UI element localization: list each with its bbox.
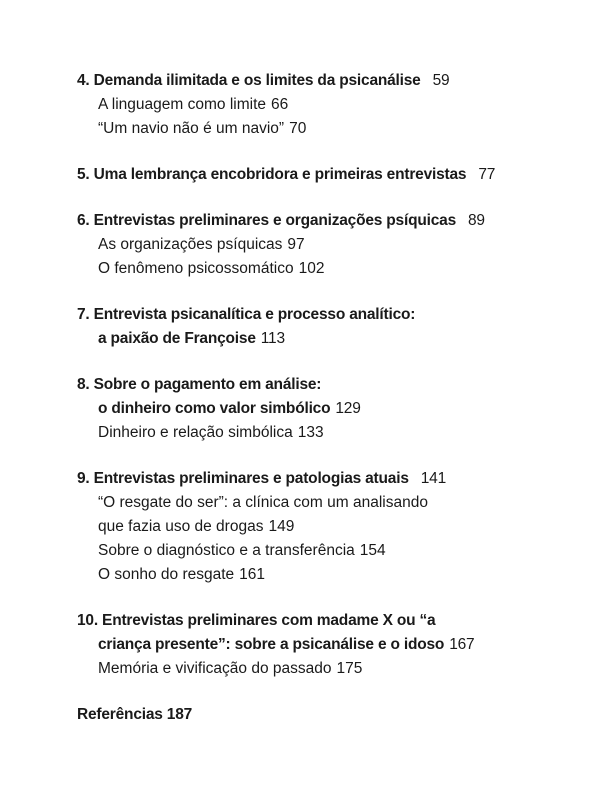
table-of-contents	[77, 69, 577, 749]
page-number: 154	[359, 542, 386, 559]
toc-references	[77, 703, 577, 727]
section-title: As organizações psíquicas	[98, 236, 283, 253]
chapter-title: 10. Entrevistas preliminares com madame X ou “a	[77, 612, 436, 629]
chapter-heading-continuation[interactable]	[77, 397, 577, 421]
section-entry[interactable]	[77, 117, 577, 141]
page-number: 102	[298, 260, 325, 277]
section-entry[interactable]	[77, 93, 577, 117]
section-entry[interactable]	[77, 421, 577, 445]
section-entry[interactable]	[77, 657, 577, 681]
chapter-heading-continuation[interactable]	[77, 327, 577, 351]
toc-chapter-5	[77, 163, 577, 187]
section-entry[interactable]	[77, 233, 577, 257]
section-entry[interactable]	[77, 491, 577, 515]
section-title: O fenômeno psicossomático	[98, 260, 294, 277]
page-number: 175	[336, 660, 363, 677]
section-title-continuation: que fazia uso de drogas	[98, 518, 264, 535]
toc-chapter-4	[77, 69, 577, 141]
chapter-title-continuation: a paixão de Françoise	[98, 330, 256, 347]
references-heading[interactable]	[77, 703, 577, 727]
chapter-title-continuation: criança presente”: sobre a psicanálise e o idoso	[98, 636, 445, 653]
chapter-title: 6. Entrevistas preliminares e organizações psíquicas	[77, 212, 456, 229]
chapter-heading[interactable]	[77, 467, 577, 491]
page-number: 89	[468, 212, 485, 229]
page-number: 70	[289, 120, 307, 137]
section-title: Memória e vivificação do passado	[98, 660, 332, 677]
page-number: 167	[449, 636, 475, 653]
page-number: 77	[478, 166, 496, 183]
section-title: “O resgate do ser”: a clínica com um analisando	[98, 494, 428, 511]
toc-chapter-6	[77, 209, 577, 281]
section-title: Dinheiro e relação simbólica	[98, 424, 293, 441]
page-number: 129	[335, 400, 361, 417]
chapter-heading[interactable]	[77, 373, 577, 397]
page-number: 66	[271, 96, 289, 113]
section-entry[interactable]	[77, 539, 577, 563]
section-entry[interactable]	[77, 563, 577, 587]
chapter-title: 7. Entrevista psicanalítica e processo analítico:	[77, 306, 416, 323]
references-title: Referências	[77, 706, 163, 723]
page-number: 133	[297, 424, 324, 441]
section-title: “Um navio não é um navio”	[98, 120, 285, 137]
page-number: 97	[287, 236, 305, 253]
chapter-heading[interactable]	[77, 209, 577, 233]
chapter-heading[interactable]	[77, 163, 577, 187]
chapter-title: 9. Entrevistas preliminares e patologias atuais	[77, 470, 409, 487]
toc-chapter-7	[77, 303, 577, 351]
page-number: 59	[432, 72, 450, 89]
chapter-title: 4. Demanda ilimitada e os limites da psicanálise	[77, 72, 421, 89]
page-number: 141	[420, 470, 447, 487]
section-title: O sonho do resgate	[98, 566, 235, 583]
chapter-title-continuation: o dinheiro como valor simbólico	[98, 400, 331, 417]
chapter-title: 5. Uma lembrança encobridora e primeiras entrevistas	[77, 166, 467, 183]
toc-chapter-9	[77, 467, 577, 587]
section-title: Sobre o diagnóstico e a transferência	[98, 542, 355, 559]
toc-chapter-10	[77, 609, 577, 681]
section-entry[interactable]	[77, 257, 577, 281]
page-number: 113	[260, 330, 285, 347]
chapter-title: 8. Sobre o pagamento em análise:	[77, 376, 322, 393]
chapter-heading-continuation[interactable]	[77, 633, 577, 657]
chapter-heading[interactable]	[77, 69, 577, 93]
section-entry-continuation[interactable]	[77, 515, 577, 539]
page-number: 161	[239, 566, 266, 583]
chapter-heading[interactable]	[77, 303, 577, 327]
section-title: A linguagem como limite	[98, 96, 266, 113]
toc-chapter-8	[77, 373, 577, 445]
chapter-heading[interactable]	[77, 609, 577, 633]
page-number: 149	[268, 518, 295, 535]
page-number: 187	[166, 706, 193, 723]
